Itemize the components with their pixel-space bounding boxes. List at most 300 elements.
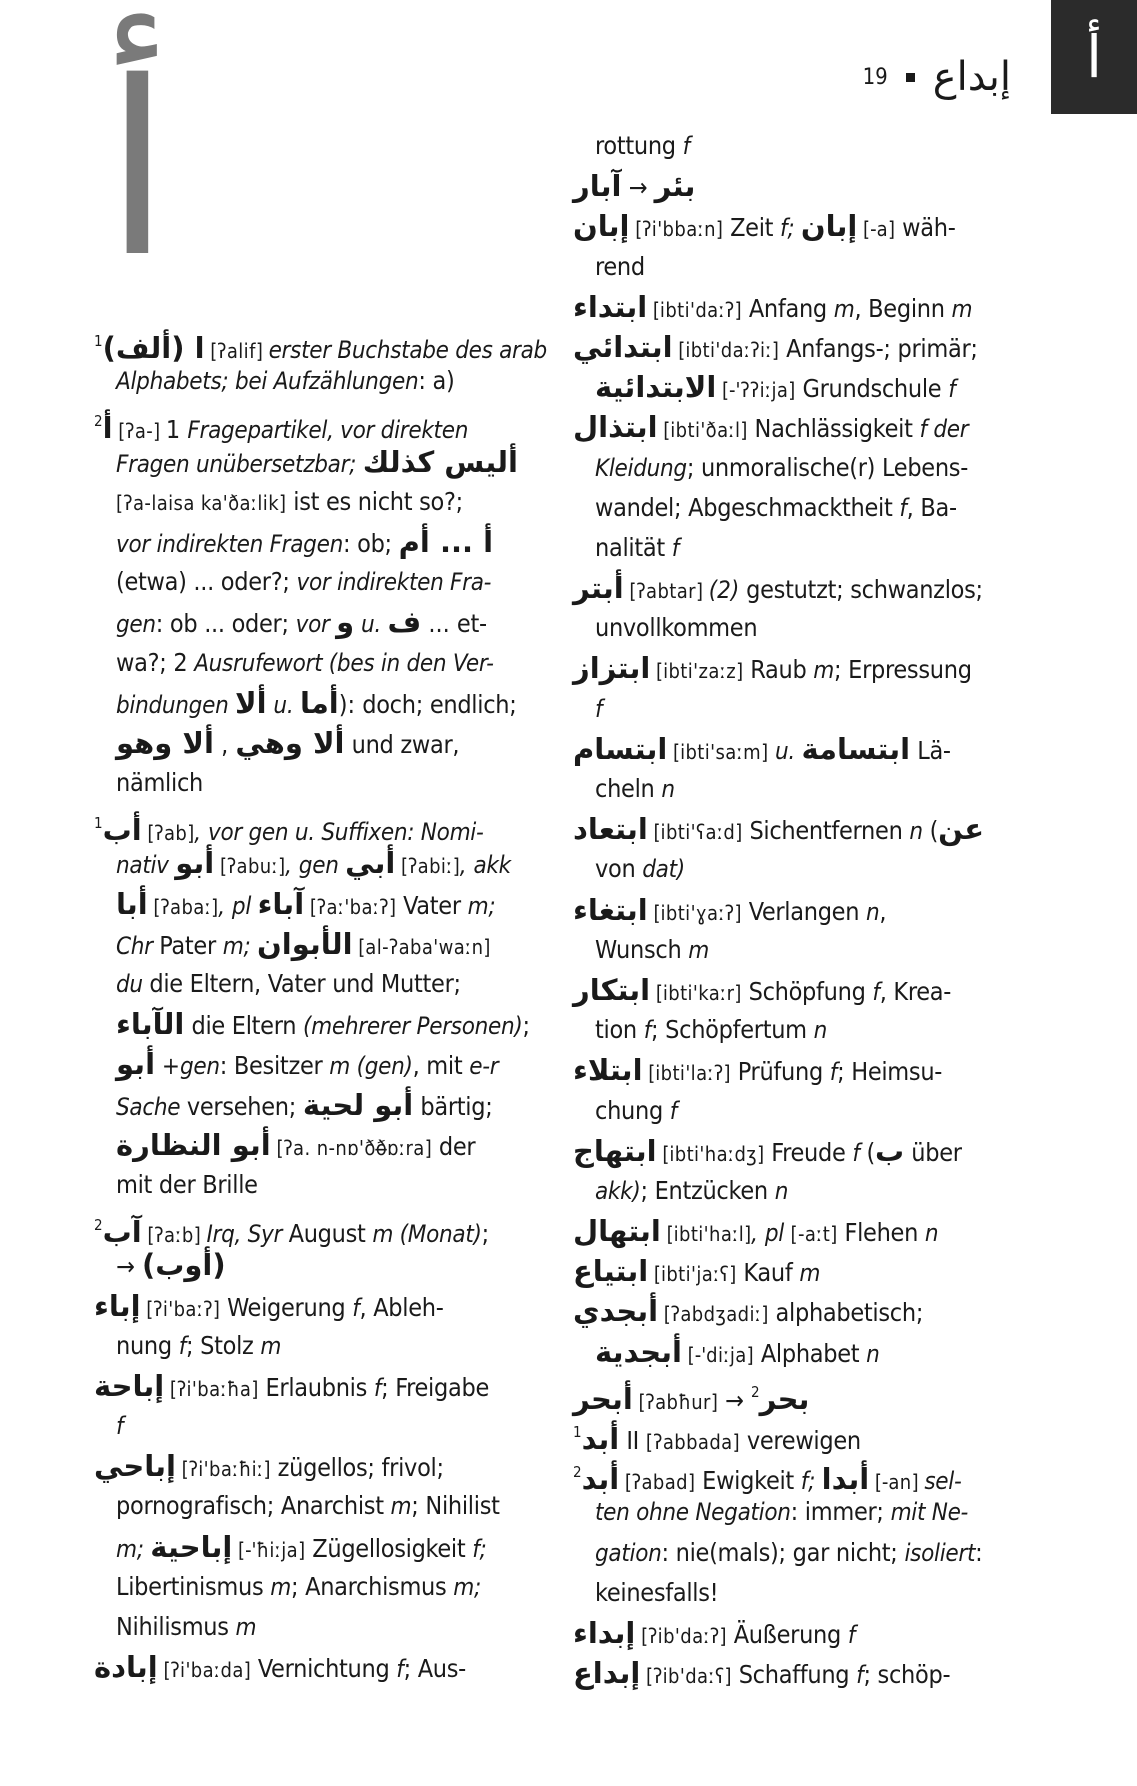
page-number: 19 (862, 64, 888, 90)
transcription: [ʔab] (141, 821, 195, 846)
arabic-headword: إباحة (94, 1368, 165, 1403)
entry-continuation-line (573, 769, 1013, 809)
entry-line (573, 1613, 1013, 1653)
entry-continuation-line (573, 448, 1013, 488)
arabic-headword: أبجدية (595, 1334, 682, 1369)
transcription: [ʔabuː] (214, 854, 286, 879)
arabic-headword: آبار (573, 169, 622, 204)
running-header (863, 54, 1011, 100)
transcription: [-'ħiːja] (232, 1537, 306, 1562)
arabic-headword: أبو (175, 846, 215, 881)
transcription: [ibti'daːʔiː] (672, 337, 779, 362)
arabic-headword: أما (299, 685, 339, 720)
arabic-headword: ألا وهو (116, 725, 214, 760)
translation-text: : immer; (790, 1497, 891, 1527)
translation-text: Sichentfernen (742, 816, 910, 846)
grammar-note: mit Ne- (890, 1498, 969, 1527)
transcription: [ibti'ʕaːd] (647, 820, 743, 845)
transcription: [ibti'haːl] (660, 1222, 752, 1247)
translation-text: der (431, 1131, 476, 1161)
translation-text: Lä- (910, 735, 951, 765)
arabic-headword: أب (102, 813, 142, 848)
translation-text: nämlich (116, 768, 203, 798)
grammar-note: f (829, 1058, 838, 1087)
grammar-note: Sache (116, 1092, 187, 1121)
left-column (94, 321, 547, 1687)
translation-text: Zeit (722, 213, 781, 243)
translation-text: tion (595, 1015, 644, 1045)
translation-text: 1 (165, 415, 188, 445)
translation-text: nalität (595, 532, 672, 562)
entry-continuation-line (573, 849, 1013, 889)
entry-continuation-line (94, 1326, 534, 1366)
translation-text: , Ableh- (359, 1292, 444, 1322)
grammar-note: Ausrufewort (bes in den Ver- (194, 648, 494, 677)
arabic-headword: أبدا (821, 1462, 870, 1497)
arabic-headword: ف (387, 605, 422, 640)
translation-text: über (904, 1137, 962, 1167)
arabic-headword: (أوب) (142, 1248, 226, 1283)
transcription: [ʔabtar] (623, 579, 709, 604)
grammar-note: m (799, 1259, 821, 1288)
transcription: [ʔabad] (619, 1470, 696, 1495)
translation-text: verewigen (740, 1426, 861, 1455)
entry-continuation-line (573, 528, 1013, 568)
translation-text: versehen; (186, 1091, 303, 1121)
translation-text: chung (595, 1095, 670, 1125)
translation-text: : nie(mals); gar nicht; (661, 1537, 905, 1567)
entry-continuation-line (94, 361, 534, 401)
arabic-headword: الأبوان (257, 926, 353, 961)
entry-continuation-line (94, 1004, 534, 1044)
homograph-number: 1 (573, 1423, 582, 1441)
arabic-headword: أبو لحية (302, 1087, 414, 1122)
grammar-note: n (909, 817, 923, 846)
translation-text: ist es nicht so?; (286, 486, 463, 516)
translation-text: ; (522, 1011, 530, 1041)
grammar-note: Chr (116, 931, 160, 960)
grammar-note: f (856, 1661, 864, 1690)
translation-text: August (288, 1219, 373, 1249)
entry-line (573, 1291, 1013, 1331)
transcription: [ʔa-laisa ka'ðaːlik] (116, 490, 287, 515)
transcription: [ʔabiː] (395, 854, 460, 879)
arabic-headword: ابتزاز (573, 651, 651, 686)
translation-text: rend (595, 251, 645, 281)
translation-text: 2 (173, 647, 195, 677)
arabic-headword: أ ... أم (398, 524, 494, 559)
arabic-headword: الابتدائية (595, 370, 717, 405)
grammar-note: m (951, 294, 973, 323)
translation-text: Weigerung (219, 1292, 353, 1322)
grammar-note: m; (453, 1572, 481, 1601)
grammar-note: f (116, 1412, 124, 1441)
translation-text: zügellos; frivol; (270, 1453, 444, 1483)
transcription: [ibti'daːʔ] (647, 297, 742, 322)
grammar-note: f (847, 1620, 856, 1649)
entry-line (573, 568, 1013, 608)
arabic-headword: ابتياع (573, 1254, 649, 1289)
entry-line (94, 1446, 534, 1486)
transcription: [-a] (857, 217, 896, 242)
transcription: [ʔa-] (112, 419, 166, 444)
grammar-note: f (178, 1331, 186, 1360)
transcription: [ʔabħur] (632, 1389, 718, 1414)
translation-text: Zügellosigkeit (305, 1533, 473, 1563)
entry-line (573, 1372, 1013, 1416)
arabic-headword: ابتذال (573, 410, 658, 445)
arabic-headword: أبجدي (573, 1294, 659, 1329)
transcription: [ʔaːb] (141, 1223, 207, 1248)
entry-line (573, 206, 1013, 246)
entry-continuation-line (573, 488, 1013, 528)
grammar-note: f (899, 493, 907, 522)
grammar-note: , gen (285, 851, 346, 880)
grammar-note: m (Monat) (372, 1220, 482, 1249)
entry-continuation-line (94, 683, 534, 723)
grammar-note: f (671, 533, 679, 562)
entry-continuation-line (94, 763, 534, 803)
entry-continuation-line (94, 884, 534, 924)
transcription: [-'diːja] (681, 1342, 754, 1367)
arabic-headword: الآباء (116, 1007, 185, 1042)
grammar-note: u. (768, 736, 802, 765)
grammar-note: gen (116, 610, 156, 639)
arabic-headword: ألا (235, 685, 267, 720)
transcription: [ibti'ɣaːʔ] (647, 900, 742, 925)
grammar-note: vor indirekten Fragen (116, 529, 343, 558)
header-separator-square (906, 73, 915, 82)
grammar-note: , akk (459, 851, 511, 880)
translation-text: die Eltern, Vater und Mutter; (149, 969, 461, 998)
grammar-note: n (813, 1016, 828, 1045)
grammar-note: akk) (595, 1176, 641, 1205)
entry-line (573, 1412, 1013, 1456)
arabic-headword: ابتسام (573, 731, 668, 766)
translation-text: ; Schöpfertum (651, 1015, 814, 1045)
grammar-note: f (373, 1373, 382, 1402)
arabic-headword: أبحر (573, 1381, 633, 1416)
arabic-headword: آب (102, 1215, 142, 1250)
transcription: [al-ʔaba'waːn] (352, 934, 491, 959)
translation-text: wäh- (895, 213, 956, 243)
translation-text: Vater (396, 890, 468, 920)
grammar-note: e-r (469, 1052, 499, 1081)
translation-text: ; Nihilist (411, 1491, 500, 1521)
entry-continuation-line (94, 1567, 534, 1607)
transcription: [-'ʔʔiːja] (716, 378, 796, 403)
transcription: [ibti'kaːr] (650, 980, 742, 1005)
entry-line (573, 1653, 1013, 1693)
translation-text: ; schöp- (863, 1660, 951, 1690)
translation-text: cheln (595, 774, 662, 803)
grammar-note: m (gen) (329, 1052, 413, 1081)
translation-text: ; Aus- (403, 1654, 466, 1684)
grammar-note: m; (116, 1534, 151, 1563)
grammar-note: f (643, 1016, 652, 1045)
transcription: [ibti'zaːz] (650, 659, 744, 684)
translation-text: keinesfalls! (595, 1577, 719, 1607)
grammar-note: m (235, 1613, 257, 1641)
translation-text: wa?; (116, 647, 174, 677)
transcription: [ʔi'bbaːn] (629, 217, 723, 242)
translation-text: mit der Brille (116, 1169, 258, 1199)
translation-text: , mit (412, 1051, 470, 1081)
translation-text: Kauf (736, 1258, 800, 1288)
entry-continuation-line (573, 1332, 1013, 1372)
arabic-headword: أبو النظارة (116, 1127, 271, 1162)
transcription: [ibti'haːdʒ] (656, 1141, 765, 1166)
arabic-headword: أليس كذلك (362, 444, 518, 479)
translation-text: ): doch; endlich; (338, 689, 517, 719)
homograph-number: 2 (751, 1382, 760, 1401)
entry-continuation-line (94, 1085, 534, 1125)
grammar-note: f (682, 132, 690, 160)
translation-text: ( (859, 1137, 875, 1167)
entry-line (573, 166, 1013, 206)
translation-text: gestutzt; schwanzlos; (746, 575, 983, 605)
grammar-note: m; (467, 891, 496, 920)
translation-text: rottung (595, 131, 683, 160)
translation-text: ( (922, 816, 939, 846)
grammar-note: nativ (116, 851, 176, 880)
translation-text: ; Freigabe (381, 1372, 489, 1402)
arabic-headword: إباء (94, 1288, 141, 1323)
arabic-headword: بئر (654, 169, 696, 204)
translation-text: Raub (743, 655, 814, 685)
translation-text: : (975, 1537, 983, 1567)
entry-continuation-line (573, 1533, 1013, 1573)
entry-continuation-line (94, 562, 534, 602)
translation-text: ... et- (421, 609, 487, 639)
translation-text: Pater (159, 930, 223, 960)
transcription: [ʔi'baːħa] (164, 1376, 259, 1401)
translation-text: → (621, 173, 655, 203)
translation-text: und zwar, (344, 729, 460, 759)
entry-continuation-line (94, 723, 534, 763)
grammar-note: isoliert (904, 1538, 976, 1567)
grammar-note: u. (354, 610, 388, 639)
transcription: [ibti'ðaːl] (657, 418, 748, 443)
translation-text: , Krea- (879, 976, 952, 1006)
transcription: [ibti'saːm] (667, 739, 769, 764)
grammar-note: m (813, 656, 835, 685)
arabic-headword: آباء (257, 886, 305, 921)
entry-continuation-line (94, 643, 534, 683)
grammar-note: gation (595, 1538, 662, 1567)
translation-text: Anfang (741, 293, 834, 323)
grammar-note: vor indirekten Fra- (296, 568, 492, 597)
entry-line (94, 401, 534, 446)
grammar-note: f der (919, 415, 969, 444)
translation-text: ; Entzücken (640, 1175, 775, 1205)
running-headword: إبداع (932, 54, 1011, 100)
translation-text: ; Erpressung (834, 655, 972, 685)
translation-text: Libertinismus (116, 1571, 271, 1601)
entry-continuation-line (573, 367, 1013, 407)
arabic-headword: إبداع (573, 1656, 641, 1691)
translation-text: alphabetisch; (768, 1298, 924, 1328)
transcription: [ʔabaː] (147, 894, 219, 919)
arabic-headword: إباحية (150, 1529, 233, 1564)
translation-text: nung (116, 1330, 179, 1360)
translation-text: → (116, 1252, 142, 1282)
entry-line (573, 407, 1013, 447)
entry-line (573, 890, 1013, 930)
translation-text: , Beginn (854, 293, 952, 323)
entry-line (573, 729, 1013, 769)
arabic-headword: أبتر (573, 571, 624, 606)
translation-text: Prüfung (730, 1057, 830, 1087)
grammar-note: Kleidung (595, 453, 687, 482)
homograph-number: 2 (94, 412, 103, 431)
translation-text: unvollkommen (595, 613, 758, 643)
entry-continuation-line (573, 689, 1013, 729)
translation-text: ; unmoralische(r) Lebens- (686, 452, 969, 482)
entry-continuation-line (94, 1607, 534, 1647)
entry-continuation-line (94, 1527, 534, 1567)
arabic-headword: إبداء (573, 1615, 636, 1650)
arabic-headword: ابتكار (573, 972, 651, 1007)
grammar-note: , vor gen u. Suffixen: Nomi- (194, 818, 484, 847)
arabic-headword: ابتداء (573, 289, 648, 324)
homograph-number: 1 (94, 814, 103, 833)
grammar-note: f; (800, 1467, 822, 1496)
grammar-note: bindungen (116, 690, 236, 719)
grammar-note: m; (222, 931, 258, 960)
entry-continuation-line (94, 1245, 534, 1285)
entry-continuation-line (94, 1165, 534, 1205)
arabic-headword: ابتغاء (573, 892, 648, 927)
grammar-note: m (260, 1331, 282, 1360)
translation-text: II (619, 1426, 646, 1455)
entry-continuation-line (573, 1492, 1013, 1532)
translation-text: : Besitzer (219, 1051, 330, 1081)
translation-text: Schöpfung (741, 976, 873, 1006)
translation-text: Grundschule (795, 374, 949, 404)
grammar-note: n (866, 897, 880, 926)
translation-text: Alphabet (753, 1338, 867, 1368)
transcription: [ʔabdʒadiː] (658, 1302, 769, 1327)
entry-continuation-line (573, 1573, 1013, 1613)
transcription: [ibti'laːʔ] (642, 1061, 731, 1086)
arabic-headword: ألا وهي (235, 725, 345, 760)
translation-text: : ob; (342, 528, 399, 558)
entry-continuation-line (94, 1406, 534, 1446)
translation-text: Nihilismus (116, 1612, 236, 1641)
transcription: [ʔaː'baːʔ] (304, 894, 397, 919)
translation-text: Anfangs-; primär; (778, 333, 978, 363)
grammar-note: erster Buchstabe des arab (268, 336, 547, 364)
arabic-headword: ابتهاج (573, 1133, 657, 1168)
entry-line (94, 1205, 534, 1250)
transcription: [-aːt] (790, 1222, 838, 1247)
grammar-note: f (948, 375, 956, 404)
translation-text: Verlangen (741, 896, 867, 926)
translation-text: ; Anarchismus (291, 1571, 454, 1601)
arabic-headword: (ألف) ا (102, 331, 205, 365)
arabic-headword: أ (102, 411, 113, 446)
entry-continuation-line (94, 1125, 534, 1165)
transcription: [ʔi'baːħiː] (175, 1457, 271, 1482)
entry-line (573, 1050, 1013, 1090)
transcription: [ʔalif] (204, 339, 269, 363)
arabic-headword: ابتعاد (573, 812, 648, 847)
arabic-headword: إبادة (94, 1650, 158, 1685)
arabic-headword: إبان (800, 209, 858, 244)
entry-line (573, 1251, 1013, 1291)
grammar-note: u. (266, 690, 300, 719)
translation-text: : ob ... oder; (155, 609, 296, 639)
translation-text: ; Heimsu- (837, 1057, 943, 1087)
entry-continuation-line (94, 522, 534, 562)
grammar-note: m (390, 1492, 412, 1521)
grammar-note: f (595, 694, 603, 723)
translation-text: Schaffung (731, 1660, 857, 1690)
entry-line (573, 1211, 1013, 1251)
arabic-headword: عن (938, 812, 985, 847)
grammar-note: +gen (155, 1052, 220, 1081)
entry-continuation-line (94, 843, 534, 883)
translation-text: ; (481, 1219, 489, 1249)
entry-continuation-line (573, 930, 1013, 970)
transcription: [ʔib'daːʔ] (635, 1623, 727, 1648)
arabic-headword: ب (874, 1133, 905, 1168)
grammar-note: Fragen unübersetzbar; (116, 449, 363, 478)
entry-continuation-line (573, 608, 1013, 648)
transcription: [ʔib'daːʕ] (640, 1664, 732, 1689)
homograph-number: 2 (573, 1463, 582, 1482)
grammar-note: dat) (642, 855, 685, 884)
arabic-headword: إباحي (94, 1449, 176, 1484)
translation-text: wandel; Abgeschmacktheit (595, 492, 900, 522)
entry-line (94, 1366, 534, 1406)
arabic-headword: و (336, 605, 355, 640)
arabic-headword: ابتهال (573, 1214, 661, 1249)
homograph-number: 1 (94, 332, 103, 350)
entry-line (94, 803, 534, 848)
entry-line (573, 648, 1013, 688)
arabic-headword: أبا (116, 886, 148, 921)
entry-line (573, 1131, 1013, 1171)
arabic-headword: أبد (581, 1422, 620, 1456)
grammar-note: Irq, Syr (206, 1220, 289, 1249)
translation-text: Vernichtung (250, 1654, 397, 1684)
translation-text: : a) (418, 366, 455, 396)
grammar-note: ten ohne Negation (595, 1498, 791, 1527)
grammar-note: , pl (751, 1219, 791, 1248)
entry-continuation-line (573, 1091, 1013, 1131)
arabic-headword: بحر (759, 1381, 810, 1416)
translation-text: pornografisch; Anarchist (116, 1491, 391, 1521)
arabic-headword: أبو (116, 1047, 156, 1082)
arabic-headword: إبان (573, 209, 630, 244)
grammar-note: n (924, 1219, 939, 1248)
entry-continuation-line (94, 602, 534, 642)
translation-text: Nachlässigkeit (747, 414, 920, 444)
arabic-headword: ابتلاء (573, 1053, 643, 1088)
entry-continuation-line (94, 482, 534, 522)
grammar-note: n (774, 1176, 789, 1205)
transcription: [ʔi'baːda] (157, 1658, 251, 1683)
entry-line (573, 327, 1013, 367)
translation-text: von (595, 854, 643, 884)
translation-text: Äußerung (726, 1619, 848, 1649)
entry-continuation-line (94, 1486, 534, 1526)
translation-text: → (717, 1385, 752, 1415)
grammar-note: du (116, 970, 150, 998)
arabic-headword: أبي (345, 846, 396, 881)
